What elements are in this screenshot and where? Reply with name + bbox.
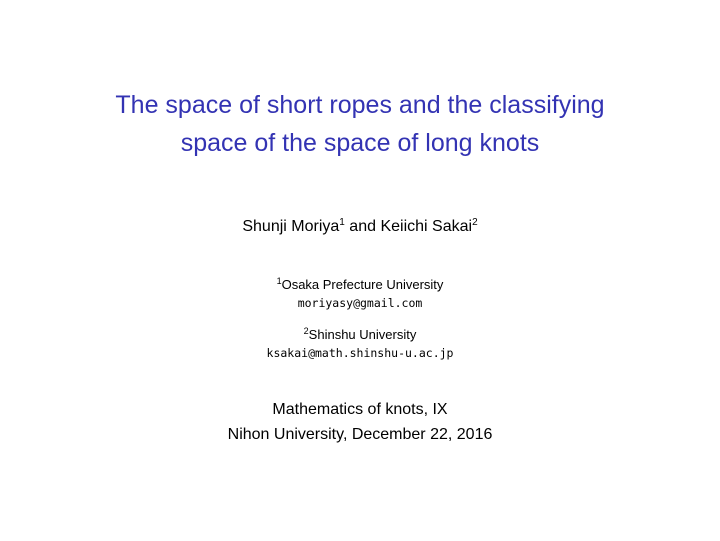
author-name-2: Keiichi Sakai — [380, 218, 473, 235]
affiliation-name-1: Osaka Prefecture University — [281, 277, 444, 292]
author-affiliation-mark-2: 2 — [472, 217, 478, 228]
authors-conjunction: and — [344, 218, 381, 235]
affiliation-mark-1: 1 — [276, 276, 282, 286]
slide-title-line-2: space of the space of long knots — [180, 129, 540, 157]
slide-title-line-1: The space of short ropes and the classifying — [115, 91, 605, 119]
event-name: Mathematics of knots, IX — [272, 401, 448, 418]
event-location-date: Nihon University, December 22, 2016 — [227, 426, 493, 443]
email-1: moriyasy@gmail.com — [297, 296, 423, 310]
affiliation-mark-2: 2 — [303, 326, 309, 336]
authors-line — [0, 216, 720, 238]
author-name-1: Shunji Moriya — [242, 218, 340, 235]
affiliation-2 — [0, 326, 720, 344]
affiliation-name-2: Shinshu University — [308, 327, 417, 342]
email-2: ksakai@math.shinshu-u.ac.jp — [266, 346, 454, 360]
affiliation-1 — [0, 276, 720, 294]
author-affiliation-mark-1: 1 — [339, 217, 345, 228]
